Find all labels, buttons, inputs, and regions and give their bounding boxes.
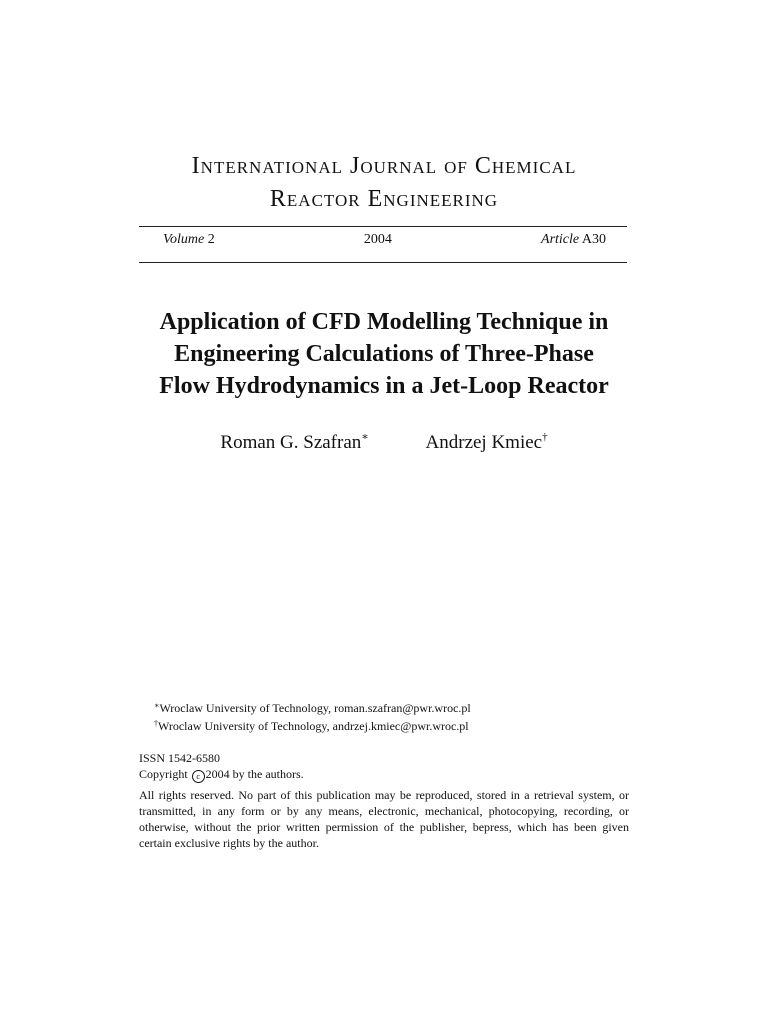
author-szafran	[220, 430, 368, 456]
issn: ISSN 1542-6580	[139, 751, 221, 765]
top-rule	[139, 226, 627, 227]
volume	[163, 231, 215, 249]
copyright-line	[139, 766, 304, 783]
footnote-mark: †	[154, 719, 158, 728]
copyright-suffix: 2004 by the authors.	[205, 767, 304, 781]
bottom-rule	[139, 262, 627, 263]
paper-title-line1: Application of CFD Modelling Technique in	[159, 309, 609, 335]
copyright-icon: c	[192, 770, 205, 783]
copyright-prefix: Copyright	[139, 767, 188, 781]
author-kmiec	[426, 430, 548, 456]
author-name: Andrzej Kmiec	[425, 432, 543, 453]
journal-title-line2: Reactor Engineering	[269, 186, 499, 212]
article	[541, 231, 606, 249]
affiliation-szafran	[154, 700, 471, 716]
paper-title	[0, 306, 768, 402]
author-name: Roman G. Szafran	[220, 432, 362, 453]
paper-title-line2: Engineering Calculations of Three-Phase	[174, 341, 594, 367]
journal-title	[0, 150, 768, 216]
paper-title-line3: Flow Hydrodynamics in a Jet-Loop Reactor	[159, 373, 609, 399]
footnote-mark: †	[542, 431, 548, 443]
author-list	[0, 430, 768, 456]
rights-statement: All rights reserved. No part of this publication may be reproduced, stored in a retrieval system, or transmitted, in any form or by any means, electronic, mechanical, photocopying, recording, or otherwise, without the prior written permission of the publisher, bepress, which has been given certain exclusive rights by the author.	[139, 788, 629, 850]
footnote-mark: ∗	[154, 701, 160, 710]
affiliation-text: Wroclaw University of Technology, roman.szafran@pwr.wroc.pl	[159, 701, 471, 715]
issue-info	[163, 231, 606, 249]
article-number: A30	[581, 232, 606, 247]
affiliation-kmiec	[154, 718, 469, 734]
volume-number: 2	[207, 232, 215, 247]
affiliation-text: Wroclaw University of Technology, andrzej.kmiec@pwr.wroc.pl	[158, 719, 469, 733]
year: 2004	[363, 232, 392, 247]
volume-label: Volume	[163, 232, 205, 247]
publication-info	[139, 750, 304, 783]
journal-title-line1: International Journal of Chemical	[191, 153, 577, 179]
article-label: Article	[541, 232, 580, 247]
footnote-mark: ∗	[361, 431, 369, 443]
